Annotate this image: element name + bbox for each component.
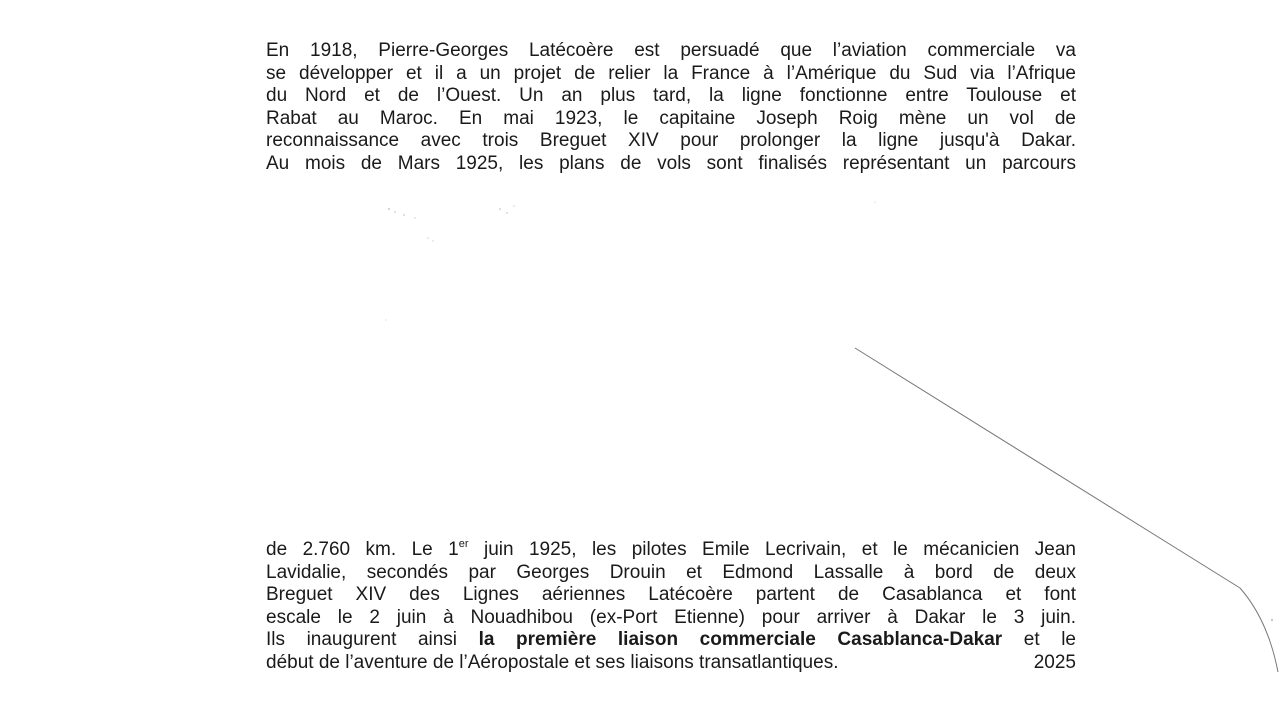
text-fragment: de 2.760 km. Le 1 — [266, 539, 459, 560]
text-fragment: et le — [1002, 629, 1076, 650]
ordinal-superscript: er — [458, 538, 469, 550]
text-line: Rabat au Maroc. En mai 1923, le capitaine Joseph Roig mène un vol de — [266, 107, 1076, 129]
highlighted-phrase: la première liaison commerciale Casablanca-Dakar — [478, 629, 1003, 650]
text-line — [266, 652, 1076, 675]
continuation-paragraph — [266, 539, 1076, 674]
text-fragment: début de l’aventure de l’Aéropostale et ses liaisons transatlantiques. — [266, 651, 839, 673]
text-line: se développer et il a un projet de relier la France à l’Amérique du Sud via l’Afrique — [266, 62, 1076, 84]
text-line: Au mois de Mars 1925, les plans de vols sont finalisés représentant un parcours — [266, 152, 1076, 174]
text-line: Lavidalie, secondés par Georges Drouin et Edmond Lassalle à bord de deux — [266, 561, 1076, 583]
text-line: reconnaissance avec trois Breguet XIV pour prolonger la ligne jusqu'à Dakar. — [266, 130, 1076, 151]
intro-paragraph — [266, 40, 1076, 175]
text-fragment: juin 1925, les pilotes Emile Lecrivain, et le mécanicien Jean — [468, 539, 1077, 560]
text-line: escale le 2 juin à Nouadhibou (ex-Port Etienne) pour arriver à Dakar le 3 juin. — [266, 606, 1076, 628]
text-line — [266, 539, 1076, 562]
text-line: du Nord et de l’Ouest. Un an plus tard, la ligne fonctionne entre Toulouse et — [266, 85, 1076, 106]
text-line — [266, 629, 1076, 652]
curved-pencil-stroke — [1240, 588, 1278, 672]
text-fragment: Ils inaugurent ainsi — [266, 629, 479, 650]
text-line: Breguet XIV des Lignes aériennes Latécoère partent de Casablanca et font — [266, 584, 1076, 605]
text-line: En 1918, Pierre-Georges Latécoère est persuadé que l’aviation commerciale va — [266, 40, 1076, 61]
year-label: 2025 — [1033, 651, 1076, 673]
